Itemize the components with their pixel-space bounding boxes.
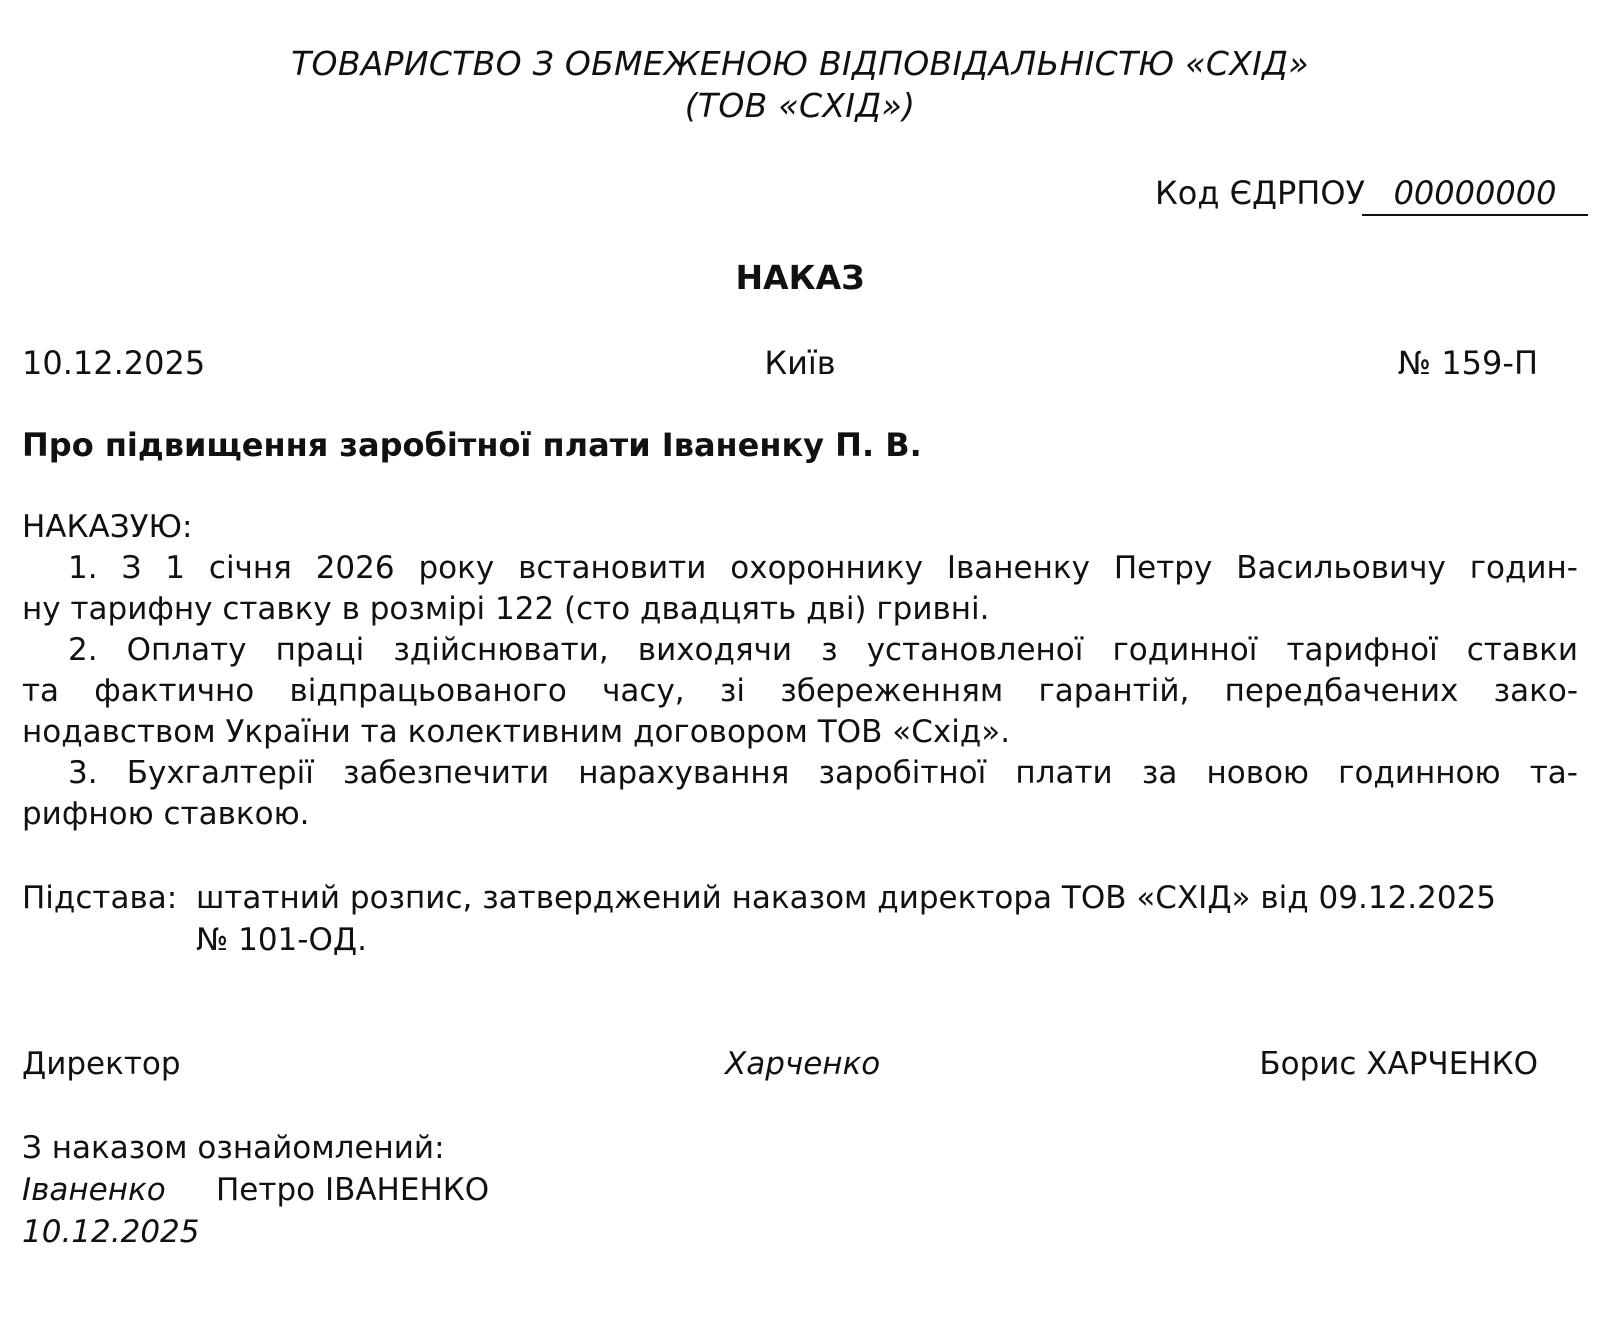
document-number: № 159-П xyxy=(1397,344,1538,382)
edrpou-value: 00000000 xyxy=(1362,174,1588,216)
paragraph-3-line-2: рифною ставкою. xyxy=(22,796,310,832)
paragraph-1-line-1: 1. З 1 січня 2026 року встановити охороннику Іваненку Петру Васильовичу годин- xyxy=(68,550,1578,586)
order-intro: НАКАЗУЮ: xyxy=(22,509,193,545)
edrpou-label: Код ЄДРПОУ xyxy=(1155,174,1365,212)
paragraph-2-line-3: нодавством України та колективним договором ТОВ «Схід». xyxy=(22,714,1011,750)
document-title: НАКАЗ xyxy=(735,258,865,297)
basis-text-line-1: штатний розпис, затверджений наказом директора ТОВ «СХІД» від 09.12.2025 xyxy=(196,880,1497,916)
director-position: Директор xyxy=(22,1046,181,1082)
paragraph-3-line-1: 3. Бухгалтерії забезпечити нарахування заробітної плати за новою годинною та- xyxy=(68,755,1578,791)
basis-label: Підстава: xyxy=(22,880,178,916)
document-subject: Про підвищення заробітної плати Іваненку П. В. xyxy=(22,426,922,464)
acknowledgement-label: З наказом ознайомлений: xyxy=(22,1130,445,1166)
document-date: 10.12.2025 xyxy=(22,344,206,382)
acknowledgement-date: 10.12.2025 xyxy=(22,1214,200,1250)
employee-signature: Іваненко xyxy=(22,1172,166,1208)
paragraph-1-line-2: ну тарифну ставку в розмірі 122 (сто двадцять дві) гривні. xyxy=(22,591,990,627)
basis-text-line-2: № 101-ОД. xyxy=(196,922,367,958)
director-signature: Харченко xyxy=(725,1046,881,1082)
paragraph-2-line-2: та фактично відпрацьованого часу, зі збереженням гарантій, передбачених зако- xyxy=(22,673,1578,709)
org-full-name: ТОВАРИСТВО З ОБМЕЖЕНОЮ ВІДПОВІДАЛЬНІСТЮ «СХІД» xyxy=(291,44,1309,83)
org-short-name: (ТОВ «СХІД») xyxy=(684,86,916,125)
director-name: Борис ХАРЧЕНКО xyxy=(1259,1046,1538,1082)
document-city: Київ xyxy=(764,344,836,382)
paragraph-2-line-1: 2. Оплату праці здійснювати, виходячи з установленої годинної тарифної ставки xyxy=(68,632,1578,668)
employee-name: Петро ІВАНЕНКО xyxy=(216,1172,490,1208)
